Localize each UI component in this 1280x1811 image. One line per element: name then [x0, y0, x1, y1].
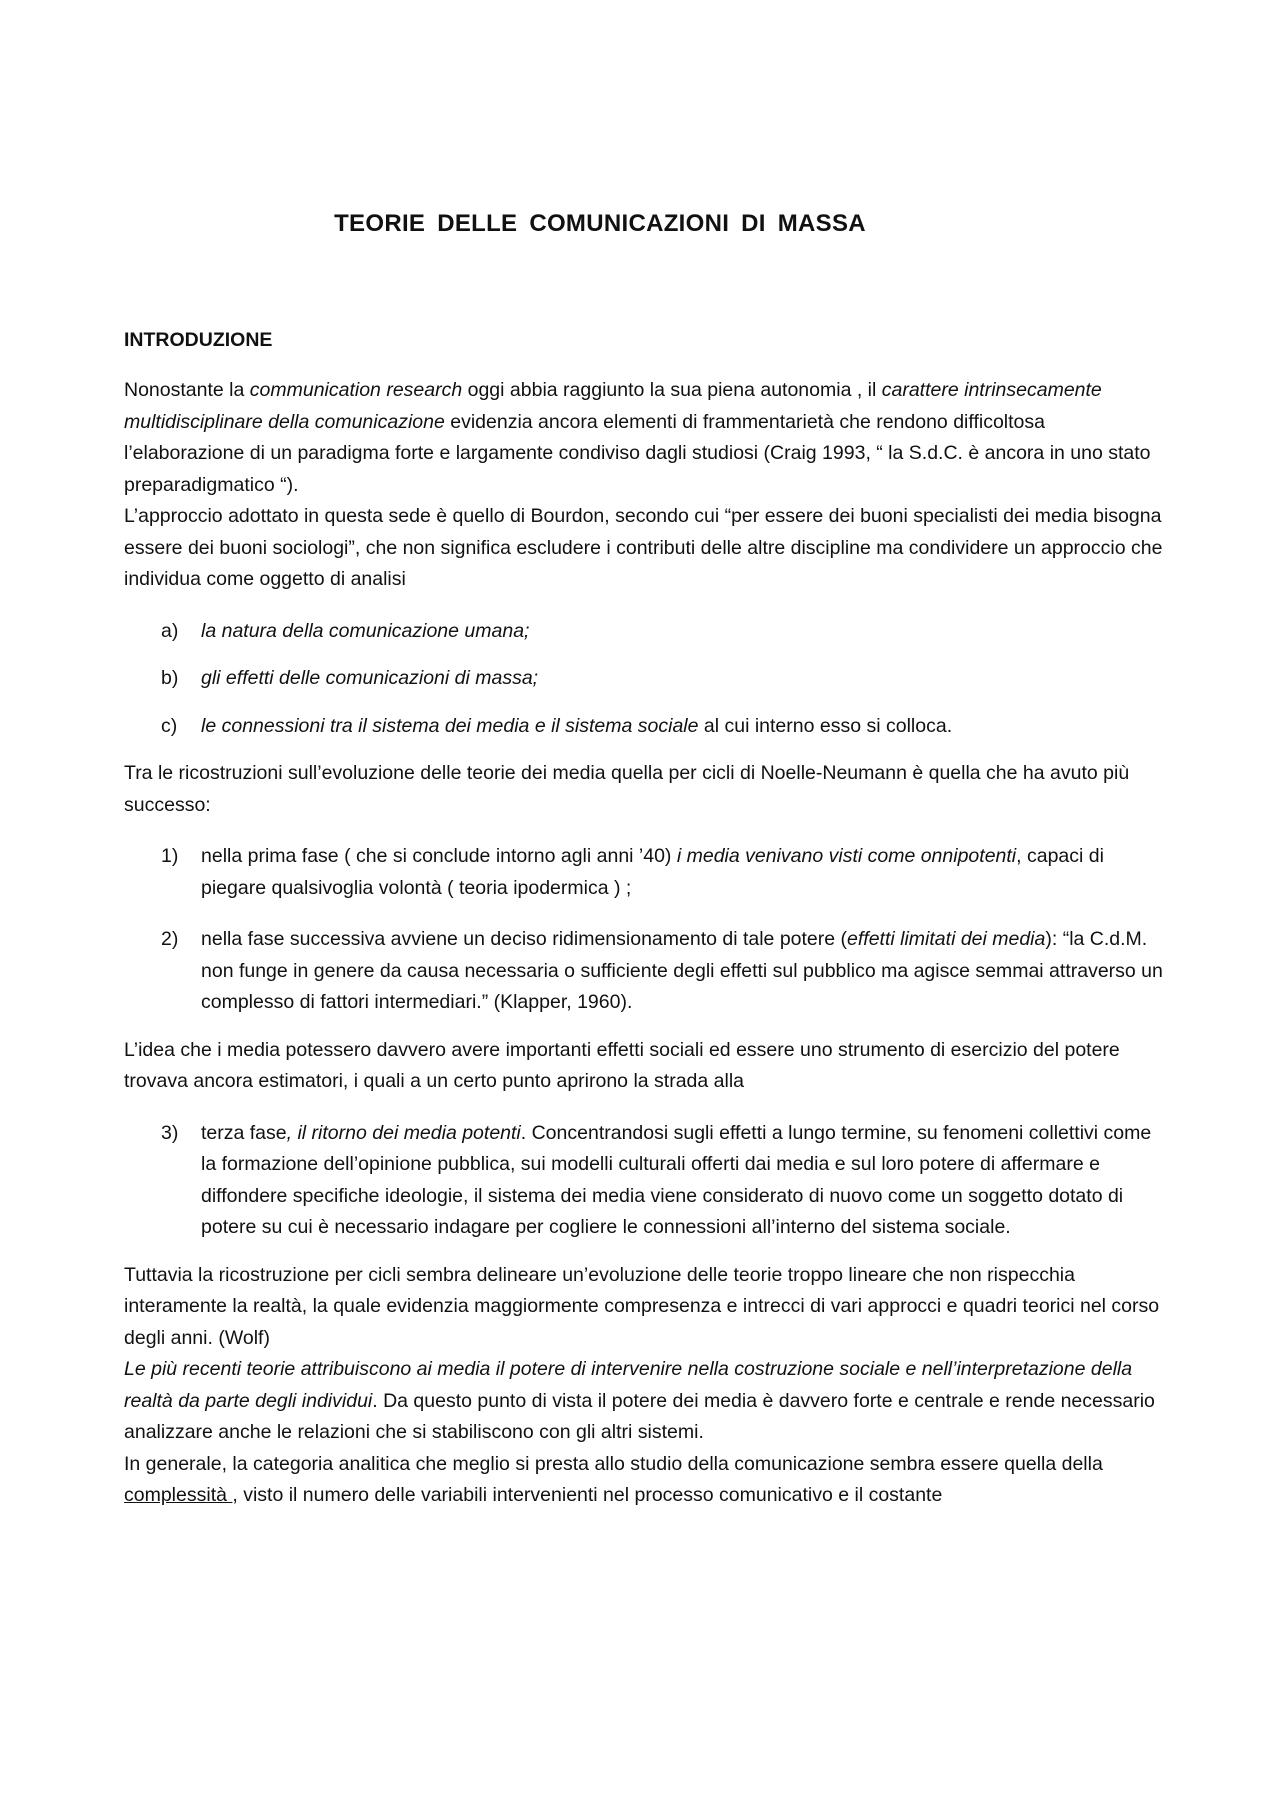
- list-marker: a): [161, 619, 179, 642]
- text-run: terza fase: [201, 1121, 287, 1144]
- italic-term: carattere intrinsecamente multidisciplinare della comunicazione: [124, 379, 1102, 433]
- text-run: nella fase successiva avviene un deciso ridimensionamento di tale potere (: [201, 928, 848, 950]
- list-marker: c): [161, 714, 178, 737]
- paragraph-complexity: [124, 1449, 1164, 1512]
- list-item-c: [124, 711, 1164, 743]
- list-item-text: gli effetti delle comunicazioni di massa;: [201, 667, 539, 689]
- underlined-term: complessità: [124, 1484, 233, 1506]
- text-run: oggi abbia raggiunto la sua piena autonomia , il: [462, 379, 882, 401]
- section-heading: INTRODUZIONE: [124, 329, 273, 351]
- list-item-b: [124, 663, 1164, 695]
- list-item-text: le connessioni tra il sistema dei media e il sistema sociale: [201, 714, 699, 737]
- italic-term: communication research: [249, 379, 463, 401]
- list-marker: 3): [161, 1121, 179, 1144]
- list-marker: 2): [161, 928, 179, 950]
- italic-term: , il ritorno dei media potenti: [286, 1121, 521, 1144]
- paragraph-estimators: L’idea che i media potessero davvero avere importanti effetti sociali ed essere uno strumento di esercizio del potere trovava ancora estimatori, i quali a un certo punto aprirono la strada alla: [124, 1038, 1120, 1092]
- list-marker: b): [161, 667, 179, 689]
- document-body: [124, 375, 1164, 1512]
- text-run: . Concentrandosi sugli effetti a lungo termine, su fenomeni collettivi come la formazione dell’opinione pubblica, sui modelli culturali offerti dai media e sul loro potere di affermare e diffondere specifiche ideologie, il sistema dei media viene considerato di nuovo come un soggetto dotato di potere su cui è necessario indagare per cogliere le connessioni all’interno del sistema sociale.: [201, 1121, 1152, 1238]
- phase-3: [124, 1118, 1164, 1244]
- paragraph-recent-theories: [124, 1354, 1164, 1449]
- text-run: In generale, la categoria analitica che meglio si presta allo studio della comunicazione sembra essere quella della: [124, 1452, 1103, 1475]
- intro-paragraph-2: L’approccio adottato in questa sede è quello di Bourdon, secondo cui “per essere dei buoni specialisti dei media bisogna essere dei buoni sociologi”, che non significa escludere i contributi delle altre discipline ma condividere un approccio che individua come oggetto di analisi: [124, 505, 1163, 590]
- text-run: evidenzia ancora elementi di frammentarietà che rendono difficoltosa l’elaborazione di un paradigma forte e largamente condiviso dagli studiosi (Craig 1993, “ la S.d.C. è ancora in uno stato preparadigmatico “).: [124, 410, 1151, 496]
- paragraph-critique: Tuttavia la ricostruzione per cicli sembra delineare un’evoluzione delle teorie troppo lineare che non rispecchia interamente la realtà, la quale evidenzia maggiormente compresenza e intrecci di vari approcci e quadri teorici nel corso degli anni. (Wolf): [124, 1263, 1160, 1349]
- phase-1: [124, 841, 1164, 904]
- text-run: nella prima fase ( che si conclude intorno agli anni ’40): [201, 845, 677, 867]
- text-run: . Da questo punto di vista il potere dei media è davvero forte e centrale e rende necessario analizzare anche le relazioni che si stabiliscono con gli altri sistemi.: [124, 1389, 1155, 1443]
- text-run: ): “la C.d.M. non funge in genere da causa necessaria o sufficiente degli effetti sul pubblico ma agisce semmai attraverso un complesso di fattori intermediari.” (Klapper, 1960).: [201, 928, 1163, 1013]
- document-title: TEORIE DELLE COMUNICAZIONI DI MASSA: [334, 210, 866, 237]
- italic-term: i media venivano visti come onnipotenti: [676, 845, 1017, 867]
- italic-term: effetti limitati dei media: [847, 928, 1046, 950]
- paragraph-cycles: Tra le ricostruzioni sull’evoluzione delle teorie dei media quella per cicli di Noelle-Neumann è quella che ha avuto più successo:: [124, 762, 1130, 816]
- text-run: Nonostante la: [124, 379, 250, 401]
- intro-paragraph-1: [124, 375, 1164, 501]
- phase-2: [124, 924, 1164, 1019]
- italic-term: Le più recenti teorie attribuiscono ai media il potere di intervenire nella costruzione sociale e nell’interpretazione della realtà da parte degli individui: [124, 1358, 1133, 1412]
- list-item-a: [124, 616, 1164, 648]
- text-run: , capaci di piegare qualsivoglia volontà ( teoria ipodermica ) ;: [201, 845, 1104, 899]
- text-run: , visto il numero delle variabili intervenienti nel processo comunicativo e il costante: [232, 1484, 943, 1506]
- list-item-text: la natura della comunicazione umana;: [201, 619, 530, 642]
- list-marker: 1): [161, 845, 179, 867]
- list-item-rest: al cui interno esso si colloca.: [698, 714, 953, 737]
